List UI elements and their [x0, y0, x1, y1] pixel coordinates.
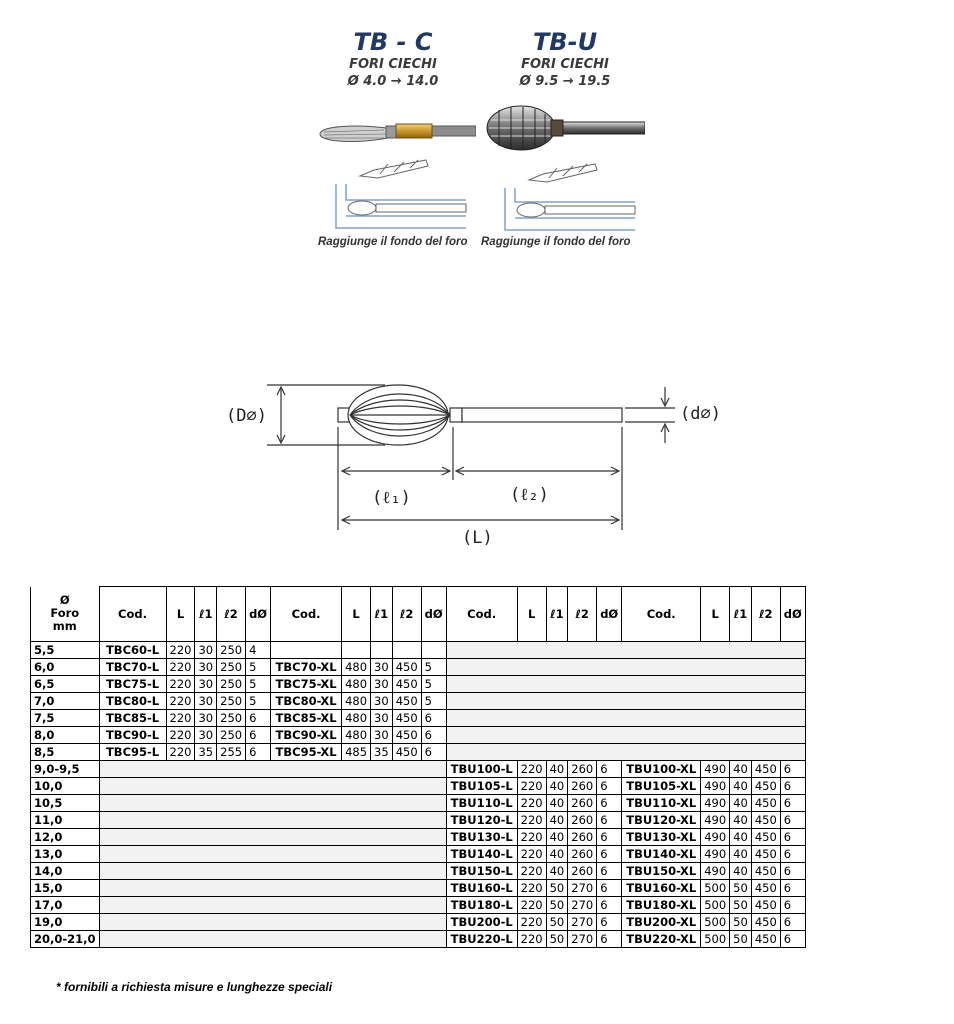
dim-l1-label: (ℓ₁)	[372, 488, 411, 508]
header-l2: ℓ2	[392, 587, 421, 642]
d-cell: 6	[597, 828, 622, 845]
foro-cell: 6,0	[31, 658, 100, 675]
L-cell: 480	[342, 675, 371, 692]
L-cell: 220	[517, 896, 546, 913]
l2-cell: 270	[568, 879, 597, 896]
l1-cell: 40	[730, 811, 752, 828]
l1-cell: 40	[730, 794, 752, 811]
l2-cell: 450	[392, 726, 421, 743]
l1-cell: 30	[195, 641, 217, 658]
l2-cell: 250	[217, 675, 246, 692]
code-cell	[271, 641, 342, 658]
L-cell: 490	[701, 794, 730, 811]
L-cell: 500	[701, 913, 730, 930]
l1-cell: 40	[546, 862, 568, 879]
foro-cell: 19,0	[31, 913, 100, 930]
header-cod: Cod.	[99, 587, 166, 642]
L-cell: 490	[701, 760, 730, 777]
code-cell: TBU160-L	[446, 879, 517, 896]
empty-cell	[446, 675, 805, 692]
l1-cell: 30	[371, 658, 393, 675]
d-cell	[421, 641, 446, 658]
l2-cell: 260	[568, 777, 597, 794]
code-cell: TBU200-L	[446, 913, 517, 930]
d-cell: 6	[421, 709, 446, 726]
L-cell: 490	[701, 845, 730, 862]
empty-cell	[446, 641, 805, 658]
foro-cell: 13,0	[31, 845, 100, 862]
code-cell: TBU120-L	[446, 811, 517, 828]
l1-cell: 40	[730, 760, 752, 777]
l2-cell: 450	[751, 862, 780, 879]
empty-cell	[446, 658, 805, 675]
table-row	[31, 692, 806, 709]
empty-cell	[99, 879, 446, 896]
product-subtitle: FORI CIECHI	[349, 57, 437, 72]
dim-L-label: (L)	[462, 528, 493, 548]
code-cell: TBU110-XL	[622, 794, 701, 811]
d-cell: 6	[780, 760, 805, 777]
code-cell: TBC70-L	[99, 658, 166, 675]
d-cell: 5	[421, 658, 446, 675]
foro-cell: 8,5	[31, 743, 100, 760]
d-cell: 6	[597, 896, 622, 913]
l1-cell: 35	[195, 743, 217, 760]
l1-cell: 30	[195, 658, 217, 675]
header-d: dØ	[246, 587, 271, 642]
L-cell: 490	[701, 777, 730, 794]
d-cell: 6	[597, 913, 622, 930]
foro-cell: 7,5	[31, 709, 100, 726]
code-cell: TBU130-XL	[622, 828, 701, 845]
header-d: dØ	[421, 587, 446, 642]
l1-cell: 40	[546, 777, 568, 794]
l1-cell: 30	[195, 709, 217, 726]
d-cell: 6	[597, 760, 622, 777]
l1-cell: 40	[546, 760, 568, 777]
l1-cell: 50	[546, 896, 568, 913]
L-cell: 490	[701, 811, 730, 828]
l1-cell: 40	[546, 845, 568, 862]
d-cell: 5	[421, 675, 446, 692]
code-cell: TBC80-XL	[271, 692, 342, 709]
l1-cell: 30	[371, 675, 393, 692]
l1-cell: 40	[730, 862, 752, 879]
header-d: dØ	[597, 587, 622, 642]
empty-cell	[99, 930, 446, 947]
L-cell: 220	[166, 692, 195, 709]
code-cell: TBC85-L	[99, 709, 166, 726]
d-cell: 5	[246, 658, 271, 675]
l2-cell: 450	[392, 658, 421, 675]
code-cell: TBC75-L	[99, 675, 166, 692]
l2-cell: 260	[568, 828, 597, 845]
code-cell: TBU105-L	[446, 777, 517, 794]
l2-cell: 255	[217, 743, 246, 760]
d-cell: 6	[597, 845, 622, 862]
L-cell	[342, 641, 371, 658]
header-l1: ℓ1	[195, 587, 217, 642]
d-cell: 6	[780, 811, 805, 828]
L-cell: 220	[166, 709, 195, 726]
empty-cell	[99, 845, 446, 862]
product-range: Ø 9.5 → 19.5	[519, 74, 611, 89]
l2-cell: 260	[568, 811, 597, 828]
product-title: TB-U	[532, 28, 598, 56]
l2-cell: 250	[217, 709, 246, 726]
empty-cell	[99, 913, 446, 930]
L-cell: 220	[166, 641, 195, 658]
code-cell: TBC90-L	[99, 726, 166, 743]
L-cell: 480	[342, 726, 371, 743]
l1-cell: 30	[371, 709, 393, 726]
l1-cell: 50	[730, 896, 752, 913]
dim-d-label: (d⌀)	[680, 404, 721, 424]
foro-cell: 8,0	[31, 726, 100, 743]
table-row	[31, 675, 806, 692]
empty-cell	[99, 794, 446, 811]
tbu-tool-image	[485, 98, 645, 236]
code-cell: TBU200-XL	[622, 913, 701, 930]
code-cell: TBC95-XL	[271, 743, 342, 760]
foro-cell: 5,5	[31, 641, 100, 658]
L-cell: 485	[342, 743, 371, 760]
foro-cell: 14,0	[31, 862, 100, 879]
foro-cell: 15,0	[31, 879, 100, 896]
d-cell: 6	[597, 794, 622, 811]
header-L: L	[166, 587, 195, 642]
code-cell: TBC80-L	[99, 692, 166, 709]
L-cell: 220	[517, 845, 546, 862]
header-cod: Cod.	[271, 587, 342, 642]
code-cell: TBU100-XL	[622, 760, 701, 777]
product-tbu-header	[490, 28, 640, 90]
d-cell: 6	[597, 811, 622, 828]
empty-cell	[446, 726, 805, 743]
table-row	[31, 828, 806, 845]
L-cell: 490	[701, 862, 730, 879]
tbc-tool-image	[316, 104, 476, 236]
l1-cell: 40	[546, 794, 568, 811]
empty-cell	[99, 862, 446, 879]
code-cell: TBU180-XL	[622, 896, 701, 913]
code-cell: TBU220-XL	[622, 930, 701, 947]
d-cell: 6	[780, 777, 805, 794]
product-subtitle: FORI CIECHI	[521, 57, 609, 72]
header-d: dØ	[780, 587, 805, 642]
d-cell: 6	[780, 930, 805, 947]
l2-cell: 450	[392, 692, 421, 709]
table-row	[31, 879, 806, 896]
l1-cell: 50	[730, 930, 752, 947]
l2-cell: 450	[751, 896, 780, 913]
code-cell: TBU150-XL	[622, 862, 701, 879]
code-cell: TBU140-L	[446, 845, 517, 862]
l1-cell: 50	[546, 913, 568, 930]
d-cell: 5	[246, 675, 271, 692]
d-cell: 6	[246, 726, 271, 743]
d-cell: 6	[780, 862, 805, 879]
L-cell: 220	[517, 930, 546, 947]
l2-cell: 270	[568, 913, 597, 930]
l2-cell	[392, 641, 421, 658]
l2-cell: 450	[751, 845, 780, 862]
l1-cell: 30	[371, 692, 393, 709]
code-cell: TBC75-XL	[271, 675, 342, 692]
code-cell: TBC95-L	[99, 743, 166, 760]
l2-cell: 450	[751, 913, 780, 930]
table-row	[31, 811, 806, 828]
foro-cell: 17,0	[31, 896, 100, 913]
d-cell: 5	[246, 692, 271, 709]
table-row	[31, 743, 806, 760]
l1-cell: 40	[546, 811, 568, 828]
empty-cell	[99, 896, 446, 913]
L-cell: 480	[342, 692, 371, 709]
l2-cell: 450	[751, 828, 780, 845]
foro-cell: 12,0	[31, 828, 100, 845]
L-cell: 480	[342, 709, 371, 726]
L-cell: 220	[517, 794, 546, 811]
d-cell: 6	[780, 896, 805, 913]
table-row	[31, 862, 806, 879]
table-header-row	[31, 587, 806, 642]
l2-cell: 250	[217, 726, 246, 743]
empty-cell	[99, 760, 446, 777]
foro-cell: 20,0-21,0	[31, 930, 100, 947]
header-L: L	[517, 587, 546, 642]
table-row	[31, 709, 806, 726]
d-cell: 6	[421, 743, 446, 760]
code-cell: TBU160-XL	[622, 879, 701, 896]
code-cell: TBU120-XL	[622, 811, 701, 828]
empty-cell	[446, 692, 805, 709]
l1-cell: 40	[730, 828, 752, 845]
table-row	[31, 794, 806, 811]
l1-cell: 40	[730, 845, 752, 862]
empty-cell	[99, 811, 446, 828]
table-row	[31, 658, 806, 675]
code-cell: TBC90-XL	[271, 726, 342, 743]
L-cell: 220	[517, 777, 546, 794]
l2-cell: 450	[751, 760, 780, 777]
L-cell: 220	[517, 913, 546, 930]
l2-cell: 450	[751, 930, 780, 947]
code-cell: TBU150-L	[446, 862, 517, 879]
l2-cell: 450	[392, 709, 421, 726]
code-cell: TBU110-L	[446, 794, 517, 811]
l1-cell: 50	[546, 879, 568, 896]
table-row	[31, 777, 806, 794]
l2-cell: 250	[217, 658, 246, 675]
product-tbc-header	[318, 28, 468, 90]
L-cell: 220	[166, 658, 195, 675]
l1-cell: 30	[195, 692, 217, 709]
table-row	[31, 930, 806, 947]
code-cell: TBU180-L	[446, 896, 517, 913]
d-cell: 5	[421, 692, 446, 709]
foro-cell: 10,0	[31, 777, 100, 794]
l1-cell	[371, 641, 393, 658]
l1-cell: 50	[730, 913, 752, 930]
table-row	[31, 896, 806, 913]
l2-cell: 250	[217, 692, 246, 709]
l2-cell: 270	[568, 896, 597, 913]
empty-cell	[99, 828, 446, 845]
d-cell: 6	[421, 726, 446, 743]
dim-l2-label: (ℓ₂)	[510, 485, 549, 505]
L-cell: 220	[517, 828, 546, 845]
l2-cell: 250	[217, 641, 246, 658]
L-cell: 500	[701, 930, 730, 947]
table-row	[31, 726, 806, 743]
header-cod: Cod.	[446, 587, 517, 642]
table-row	[31, 913, 806, 930]
header-l1: ℓ1	[371, 587, 393, 642]
code-cell: TBC60-L	[99, 641, 166, 658]
foro-cell: 11,0	[31, 811, 100, 828]
l2-cell: 450	[392, 675, 421, 692]
tbc-caption: Raggiunge il fondo del foro	[318, 236, 468, 248]
foro-cell: 6,5	[31, 675, 100, 692]
product-title: TB - C	[353, 28, 433, 56]
tbu-caption: Raggiunge il fondo del foro	[481, 236, 631, 248]
header-L: L	[342, 587, 371, 642]
code-cell: TBC85-XL	[271, 709, 342, 726]
d-cell: 6	[780, 794, 805, 811]
header-l2: ℓ2	[217, 587, 246, 642]
l2-cell: 270	[568, 930, 597, 947]
d-cell: 4	[246, 641, 271, 658]
l2-cell: 260	[568, 794, 597, 811]
header-foro: Ø Foro mm	[31, 587, 100, 642]
l1-cell: 50	[730, 879, 752, 896]
l2-cell: 260	[568, 845, 597, 862]
header-l1: ℓ1	[730, 587, 752, 642]
d-cell: 6	[246, 709, 271, 726]
product-range: Ø 4.0 → 14.0	[347, 74, 439, 89]
l2-cell: 260	[568, 862, 597, 879]
d-cell: 6	[780, 879, 805, 896]
d-cell: 6	[780, 913, 805, 930]
l1-cell: 30	[371, 726, 393, 743]
header-l1: ℓ1	[546, 587, 568, 642]
L-cell: 220	[517, 879, 546, 896]
L-cell: 220	[517, 811, 546, 828]
d-cell: 6	[597, 930, 622, 947]
d-cell: 6	[597, 879, 622, 896]
spec-table	[30, 586, 806, 948]
table-row	[31, 845, 806, 862]
code-cell: TBC70-XL	[271, 658, 342, 675]
L-cell: 500	[701, 879, 730, 896]
l2-cell: 260	[568, 760, 597, 777]
empty-cell	[446, 743, 805, 760]
footnote: * fornibili a richiesta misure e lunghezze speciali	[56, 980, 333, 994]
L-cell: 220	[517, 862, 546, 879]
code-cell: TBU130-L	[446, 828, 517, 845]
l1-cell: 30	[195, 726, 217, 743]
L-cell: 220	[166, 726, 195, 743]
foro-cell: 7,0	[31, 692, 100, 709]
L-cell: 220	[166, 675, 195, 692]
l2-cell: 450	[751, 879, 780, 896]
d-cell: 6	[780, 828, 805, 845]
d-cell: 6	[780, 845, 805, 862]
d-cell: 6	[597, 777, 622, 794]
table-row	[31, 760, 806, 777]
l2-cell: 450	[751, 794, 780, 811]
l1-cell: 30	[195, 675, 217, 692]
code-cell: TBU100-L	[446, 760, 517, 777]
d-cell: 6	[246, 743, 271, 760]
l2-cell: 450	[751, 811, 780, 828]
code-cell: TBU220-L	[446, 930, 517, 947]
L-cell: 480	[342, 658, 371, 675]
l1-cell: 50	[546, 930, 568, 947]
l2-cell: 450	[751, 777, 780, 794]
l1-cell: 40	[546, 828, 568, 845]
L-cell: 220	[517, 760, 546, 777]
d-cell: 6	[597, 862, 622, 879]
L-cell: 500	[701, 896, 730, 913]
header-L: L	[701, 587, 730, 642]
empty-cell	[99, 777, 446, 794]
header-cod: Cod.	[622, 587, 701, 642]
header-l2: ℓ2	[751, 587, 780, 642]
l1-cell: 35	[371, 743, 393, 760]
L-cell: 220	[166, 743, 195, 760]
l1-cell: 40	[730, 777, 752, 794]
header-l2: ℓ2	[568, 587, 597, 642]
table-row	[31, 641, 806, 658]
foro-cell: 10,5	[31, 794, 100, 811]
code-cell: TBU105-XL	[622, 777, 701, 794]
foro-cell: 9,0-9,5	[31, 760, 100, 777]
L-cell: 490	[701, 828, 730, 845]
l2-cell: 450	[392, 743, 421, 760]
empty-cell	[446, 709, 805, 726]
code-cell: TBU140-XL	[622, 845, 701, 862]
dim-D-label: (D⌀)	[226, 406, 267, 426]
